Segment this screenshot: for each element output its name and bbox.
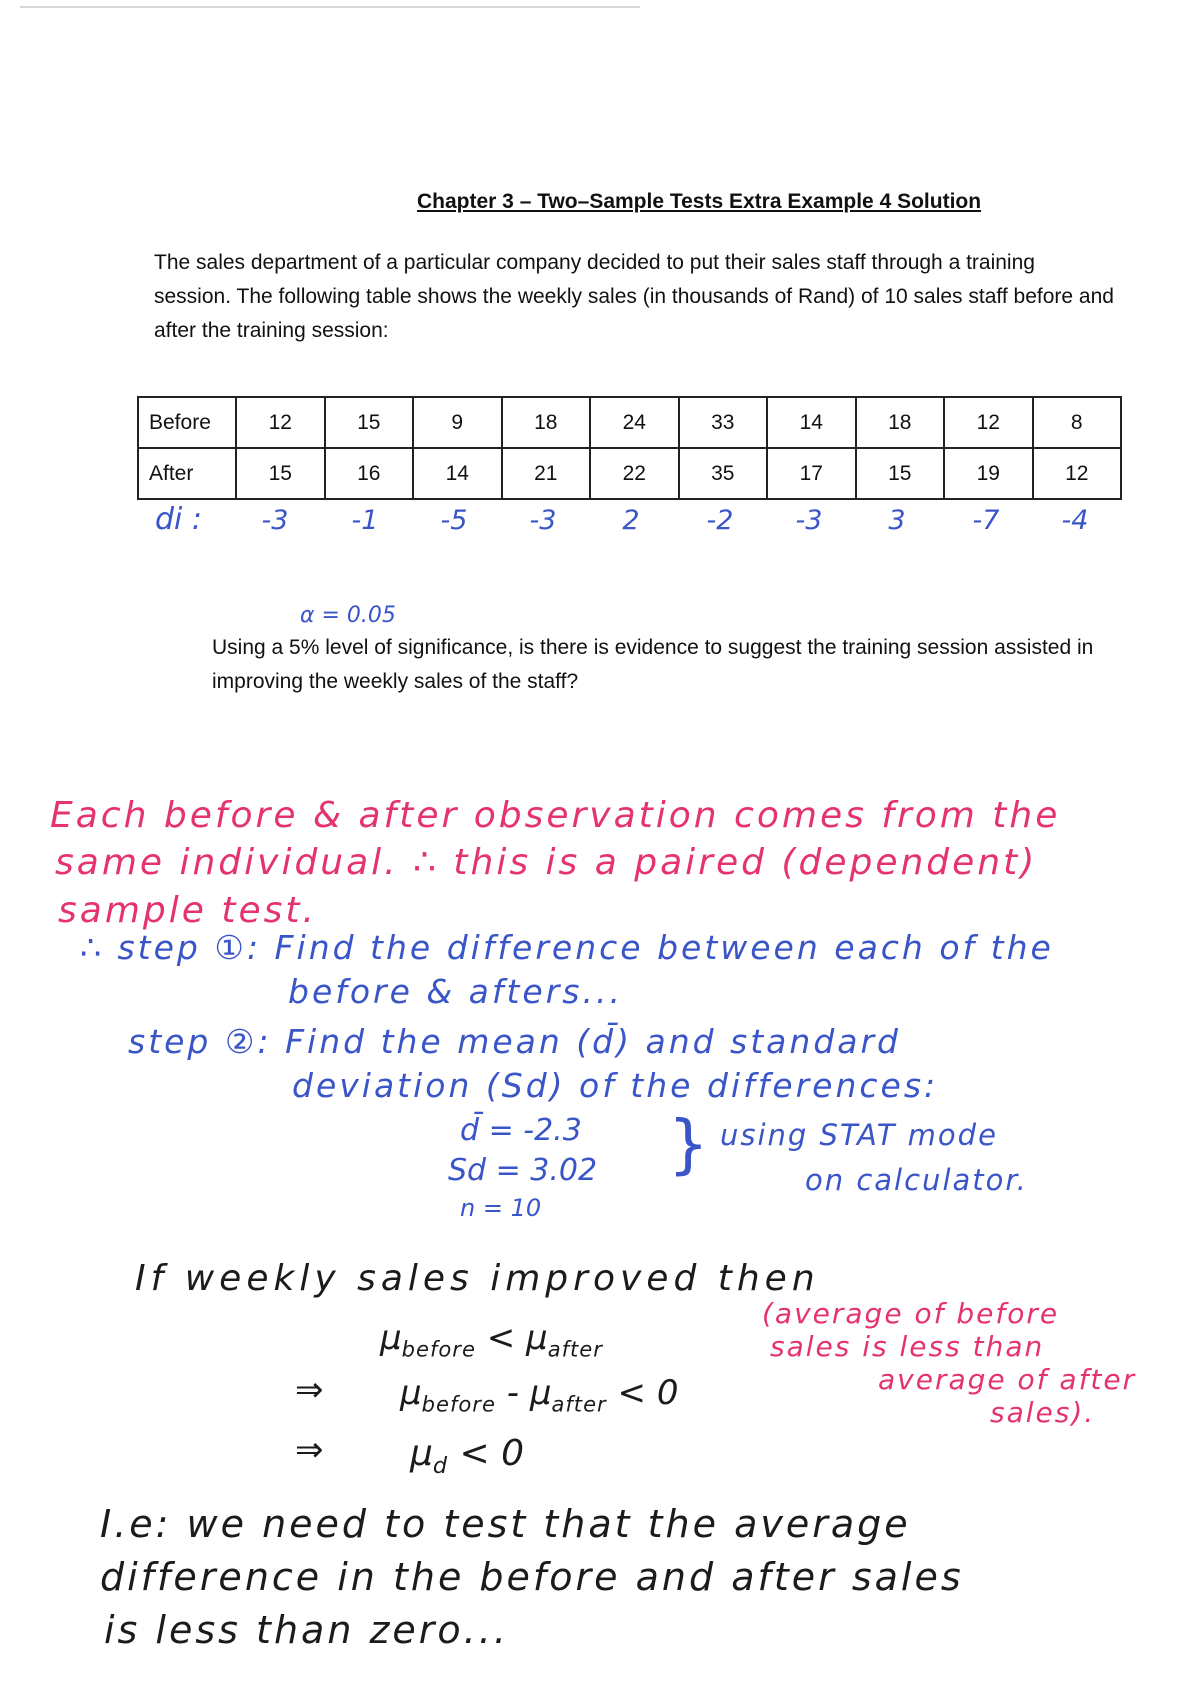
handwritten-difference: -3: [261, 505, 289, 536]
table-cell: 18: [502, 397, 591, 448]
table-row-after: [138, 448, 1121, 499]
handwritten-paired-line-3: sample test.: [58, 890, 317, 931]
handwritten-brace: }: [668, 1108, 709, 1182]
table-cell: 14: [413, 448, 502, 499]
handwritten-difference: 2: [622, 505, 640, 536]
table-cell: 17: [767, 448, 856, 499]
handwritten-difference: -2: [706, 505, 734, 536]
handwritten-note-line-3: average of after: [878, 1363, 1137, 1396]
handwritten-step1-line-2: before & afters...: [288, 972, 623, 1011]
handwritten-note-line-1: (average of before: [762, 1297, 1060, 1330]
handwritten-inequality-1: [380, 1318, 603, 1361]
handwritten-if-line: If weekly sales improved then: [135, 1258, 820, 1299]
handwritten-paired-line-1: Each before & after observation comes from the: [50, 795, 1061, 836]
handwritten-conclusion-line-2: difference in the before and after sales: [100, 1555, 964, 1599]
handwritten-difference: -4: [1061, 505, 1089, 536]
table-row-before: [138, 397, 1121, 448]
mu-symbol: μ: [380, 1318, 402, 1358]
table-cell: 8: [1033, 397, 1122, 448]
table-cell: 15: [856, 448, 945, 499]
handwritten-step2-line-1: step ②: Find the mean (d̄) and standard: [128, 1022, 902, 1061]
handwritten-using-stat: using STAT mode: [720, 1118, 998, 1152]
minus-mu: - μ: [495, 1373, 552, 1413]
table-cell: 24: [590, 397, 679, 448]
table-cell: 9: [413, 397, 502, 448]
subscript-after: after: [551, 1391, 607, 1417]
handwritten-step1-line-1: ∴ step ①: Find the difference between each of the: [80, 928, 1054, 967]
row-header-after: After: [138, 448, 236, 499]
less-than-mu: < μ: [475, 1318, 548, 1358]
problem-question: Using a 5% level of significance, is there is evidence to suggest the training session assisted in improving the weekly sales of the staff?: [212, 636, 1094, 693]
handwritten-step2-line-2: deviation (Sd) of the differences:: [292, 1066, 939, 1105]
handwritten-difference: -3: [529, 505, 557, 536]
mu-symbol: μ: [400, 1373, 422, 1413]
handwritten-n: n = 10: [460, 1194, 542, 1222]
page-title: Chapter 3 – Two–Sample Tests Extra Example 4 Solution: [417, 190, 982, 213]
subscript-after: after: [547, 1336, 603, 1362]
row-header-before: Before: [138, 397, 236, 448]
table-cell: 12: [236, 397, 325, 448]
handwritten-conclusion-line-3: is less than zero...: [104, 1608, 509, 1652]
handwritten-difference: -1: [351, 505, 379, 536]
table-cell: 21: [502, 448, 591, 499]
handwritten-sd: Sd = 3.02: [448, 1153, 598, 1188]
table-cell: 33: [679, 397, 768, 448]
handwritten-alpha: α = 0.05: [300, 603, 396, 628]
problem-intro: The sales department of a particular company decided to put their sales staff through a training session. The following table shows the weekly sales (in thousands of Rand) of 10 sales staff before and after the training session:: [154, 251, 1114, 342]
less-than-zero: < 0: [448, 1433, 525, 1474]
handwritten-difference: -5: [440, 505, 468, 536]
less-than-zero: < 0: [606, 1373, 679, 1413]
implies-arrow-icon: ⇒: [295, 1430, 324, 1470]
handwritten-on-calculator: on calculator.: [805, 1163, 1028, 1197]
implies-arrow-icon: ⇒: [295, 1370, 324, 1410]
handwritten-di-label: di :: [155, 502, 203, 537]
handwritten-conclusion-line-1: I.e: we need to test that the average: [100, 1502, 911, 1546]
table-cell: 22: [590, 448, 679, 499]
table-cell: 15: [325, 397, 414, 448]
subscript-before: before: [421, 1391, 496, 1417]
scan-edge-line: [20, 6, 640, 8]
subscript-before: before: [401, 1336, 476, 1362]
table-cell: 12: [944, 397, 1033, 448]
handwritten-mean-d: d̄ = -2.3: [460, 1113, 582, 1148]
subscript-d: d: [432, 1452, 449, 1479]
handwritten-inequality-3: [410, 1433, 524, 1479]
table-cell: 19: [944, 448, 1033, 499]
mu-symbol: μ: [410, 1433, 433, 1474]
handwritten-note-line-4: sales).: [990, 1396, 1096, 1429]
handwritten-difference: -3: [795, 505, 823, 536]
handwritten-inequality-2: [400, 1373, 678, 1416]
handwritten-difference: 3: [888, 505, 906, 536]
handwritten-paired-line-2: same individual. ∴ this is a paired (dependent): [55, 842, 1038, 883]
table-cell: 12: [1033, 448, 1122, 499]
table-cell: 18: [856, 397, 945, 448]
table-cell: 15: [236, 448, 325, 499]
sales-table: [137, 396, 1122, 500]
table-cell: 14: [767, 397, 856, 448]
handwritten-difference: -7: [972, 505, 1000, 536]
table-cell: 16: [325, 448, 414, 499]
handwritten-note-line-2: sales is less than: [770, 1330, 1045, 1363]
table-cell: 35: [679, 448, 768, 499]
